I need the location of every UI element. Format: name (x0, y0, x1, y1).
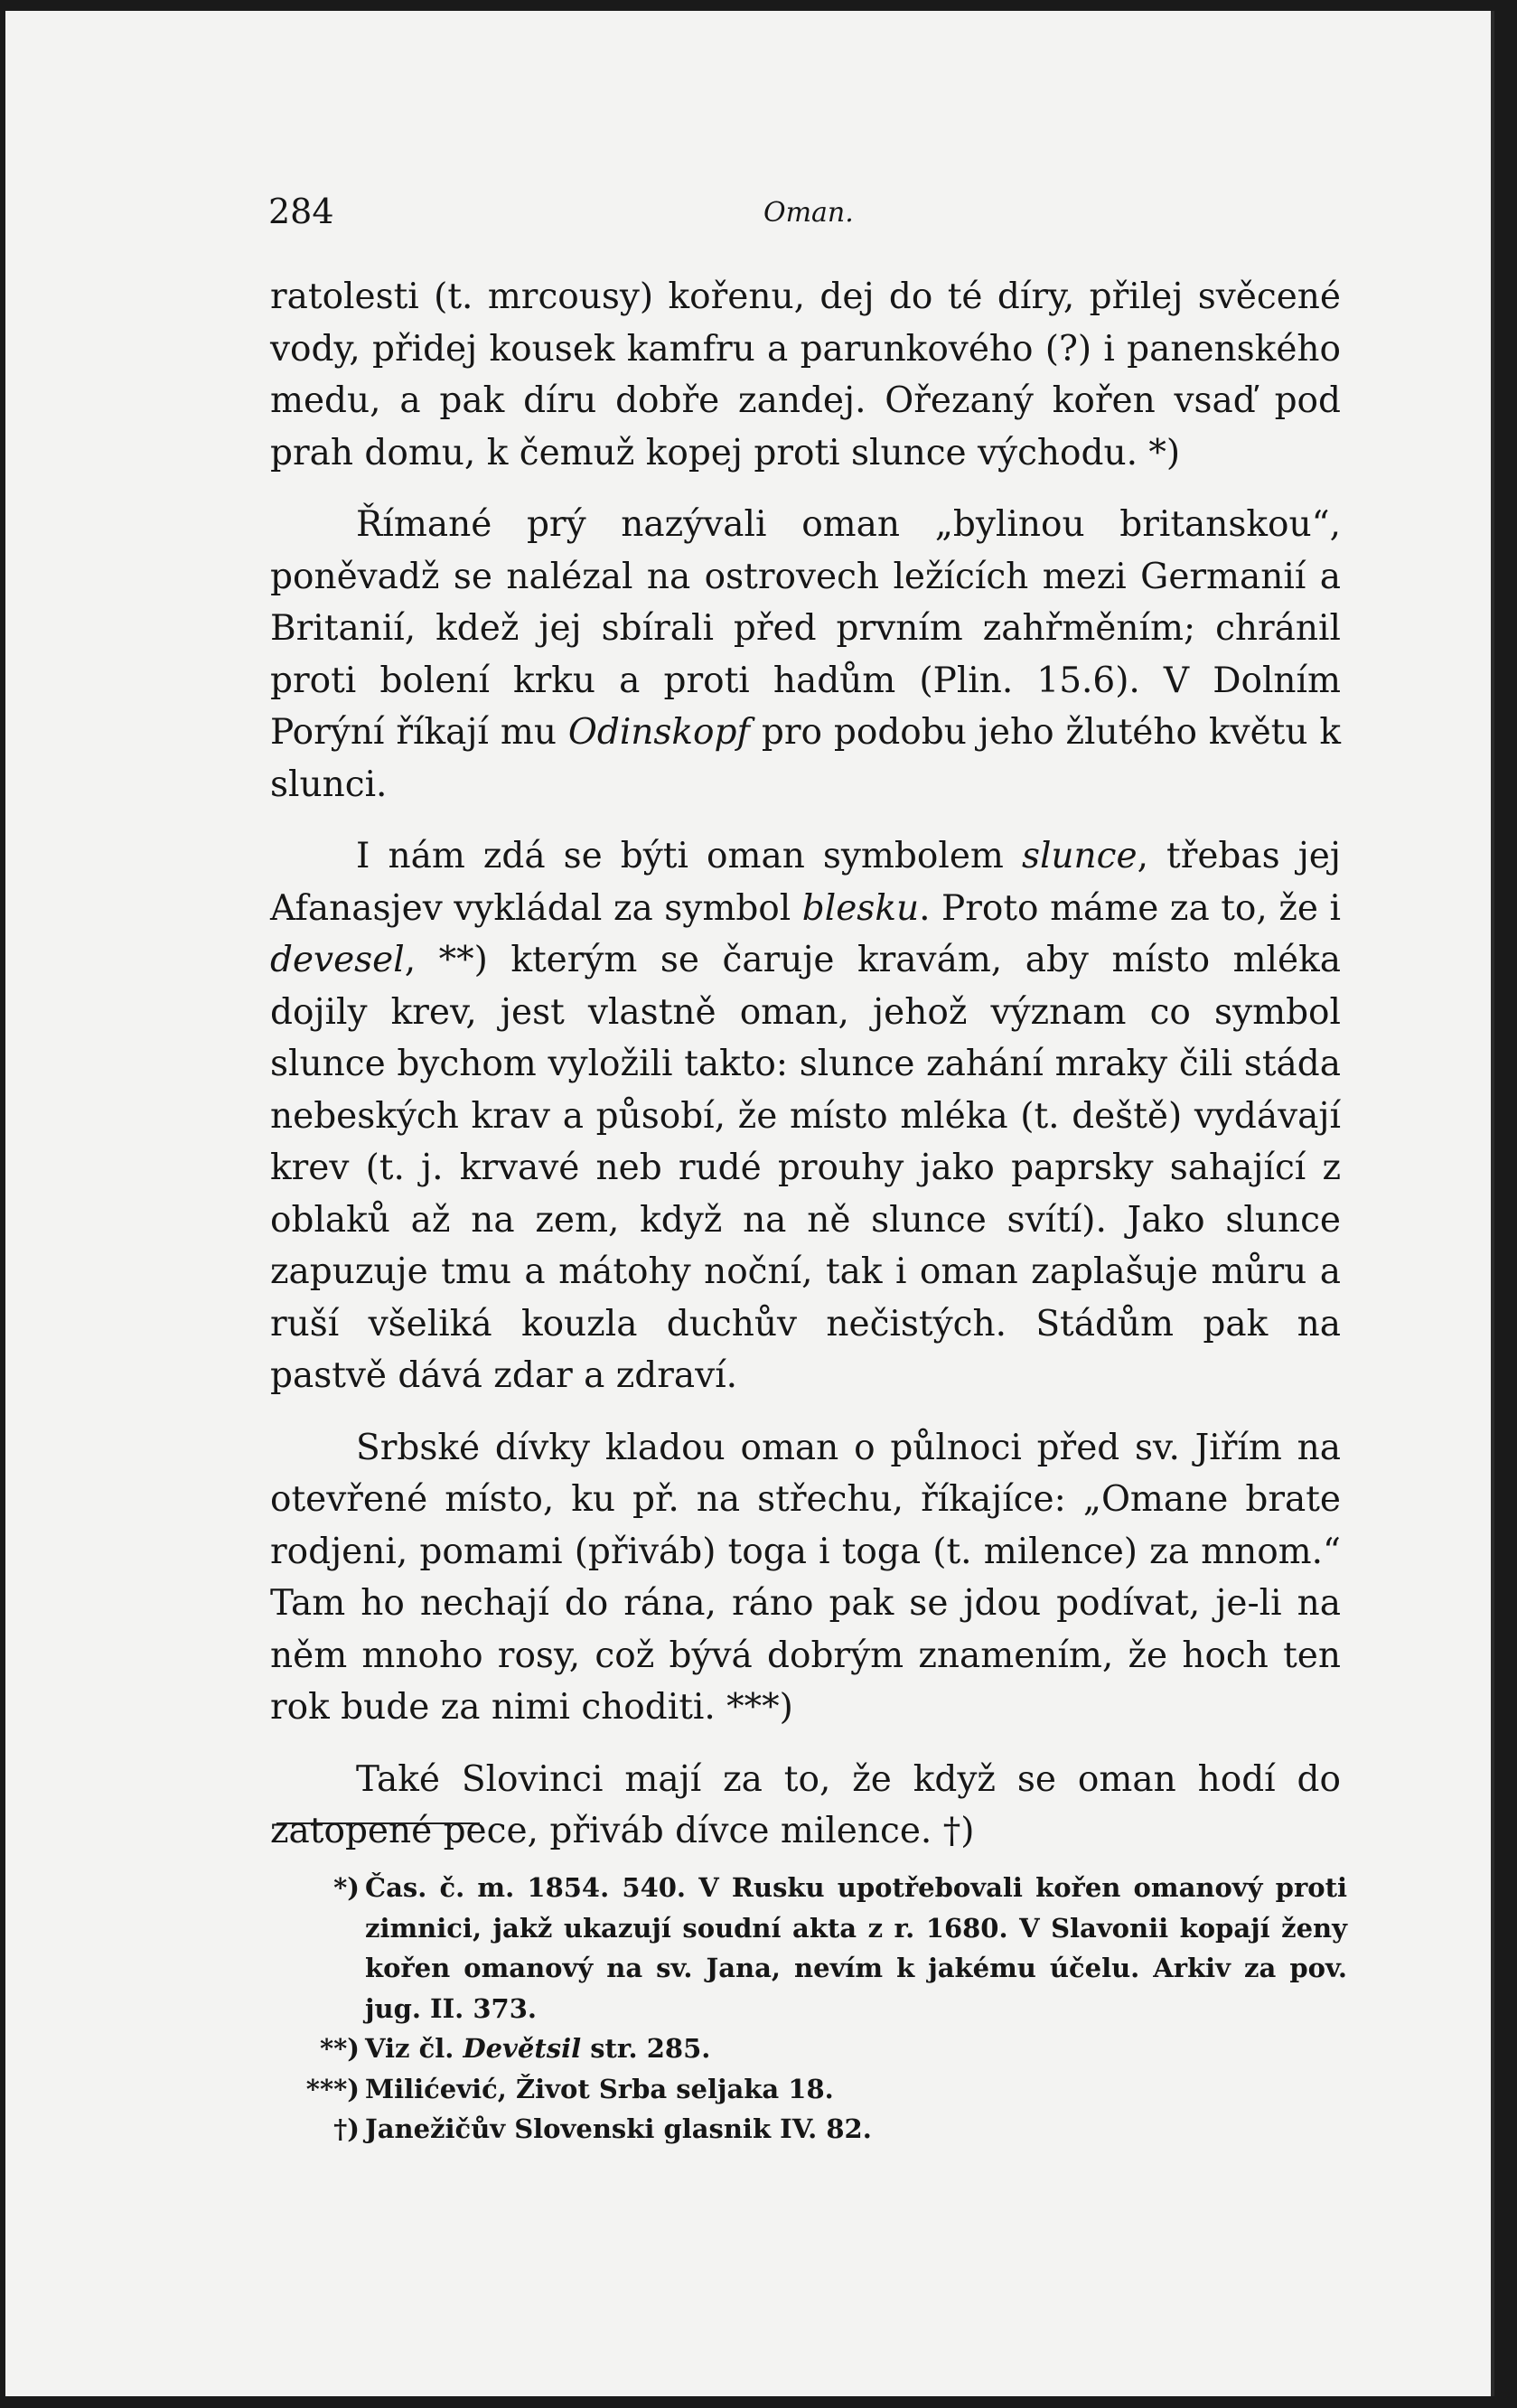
page-number: 284 (268, 192, 334, 231)
footnote-mark: †) (333, 2113, 360, 2144)
paragraph: Římané prý nazývali oman „bylinou britanskou“, poněvadž se nalézal na ostrovech ležících mezi Germanií a Britanií, kdež jej sbírali před prvním zahřměním; chránil proti bolení krku a proti hadům (Plin. 15.6). V Dolním Porýní říkají mu Odinskopf pro podobu jeho žlutého květu k slunci. (270, 504, 1342, 805)
footnote (276, 2069, 1347, 2110)
footnote-text: Čas. č. m. 1854. 540. V Rusku upotřebovali kořen omanový proti zimnici, jakž ukazují soudní akta z r. 1680. V Slavonii kopají ženy kořen omanový na sv. Jana, nevím k jakému účelu. Arkiv za pov. jug. II. 373. (365, 1872, 1347, 2024)
paragraph: Také Slovinci mají za to, že když se oman hodí do zatopené pece, přiváb dívce milence. †) (270, 1758, 1341, 1851)
footnote-text: Janežičův Slovenski glasnik IV. 82. (365, 2113, 872, 2144)
footnotes (276, 1868, 1347, 2150)
page-header (268, 192, 1335, 237)
footnote (276, 1868, 1347, 2029)
footnote-mark: ***) (305, 2073, 360, 2104)
paragraph: I nám zdá se býti oman symbolem slunce, třebas jej Afanasjev vykládal za symbol blesku. Proto máme za to, že i devesel, **) kterým se čaruje kravám, aby místo mléka dojily krev, jest vlastně oman, jehož význam co symbol slunce bychom vyložili takto: slunce zahání mraky čili stáda nebeských krav a působí, že místo mléka (t. deště) vydávají krev (t. j. krvavé neb rudé prouhy jako paprsky sahající z oblaků až na zem, když na ně slunce svítí). Jako slunce zapuzuje tmu a mátohy noční, tak i oman zaplašuje můru a ruší všeliká kouzla duchův nečistých. Stádům pak na pastvě dává zdar a zdraví. (270, 836, 1341, 1396)
footnote-mark: *) (333, 1872, 360, 1903)
footnote-mark: **) (319, 2033, 360, 2064)
running-title: Oman. (763, 197, 854, 229)
italic-term: Odinskopf (567, 712, 750, 753)
footnote-text: Viz čl. Devětsil str. 285. (365, 2033, 711, 2064)
footnote-text: Milićević, Život Srba seljaka 18. (365, 2073, 834, 2104)
footnote (276, 2029, 1347, 2069)
italic-term: blesku (801, 887, 920, 929)
footnote (276, 2109, 1347, 2150)
footnote-separator (276, 1822, 480, 1824)
paragraph: ratolesti (t. mrcousy) kořenu, dej do té díry, přilej svěcené vody, přidej kousek kamfru a parunkového (?) i panenského medu, a pak díru dobře zandej. Ořezaný kořen vsaď pod prah domu, k čemuž kopej proti slunce východu. *) (270, 276, 1341, 473)
paragraph: Srbské dívky kladou oman o půlnoci před sv. Jiřím na otevřené místo, ku př. na střechu, říkajíce: „Omane brate rodjeni, pomami (přiváb) toga i toga (t. milence) za mnom.“ Tam ho nechají do rána, ráno pak se jdou podívat, je-li na něm mnoho rosy, což bývá dobrým znamením, že hoch ten rok bude za nimi choditi. ***) (270, 1427, 1341, 1728)
book-page (5, 11, 1494, 2396)
italic-term: devesel (270, 940, 405, 980)
main-text (270, 271, 1341, 1878)
italic-term: slunce (1021, 836, 1138, 876)
